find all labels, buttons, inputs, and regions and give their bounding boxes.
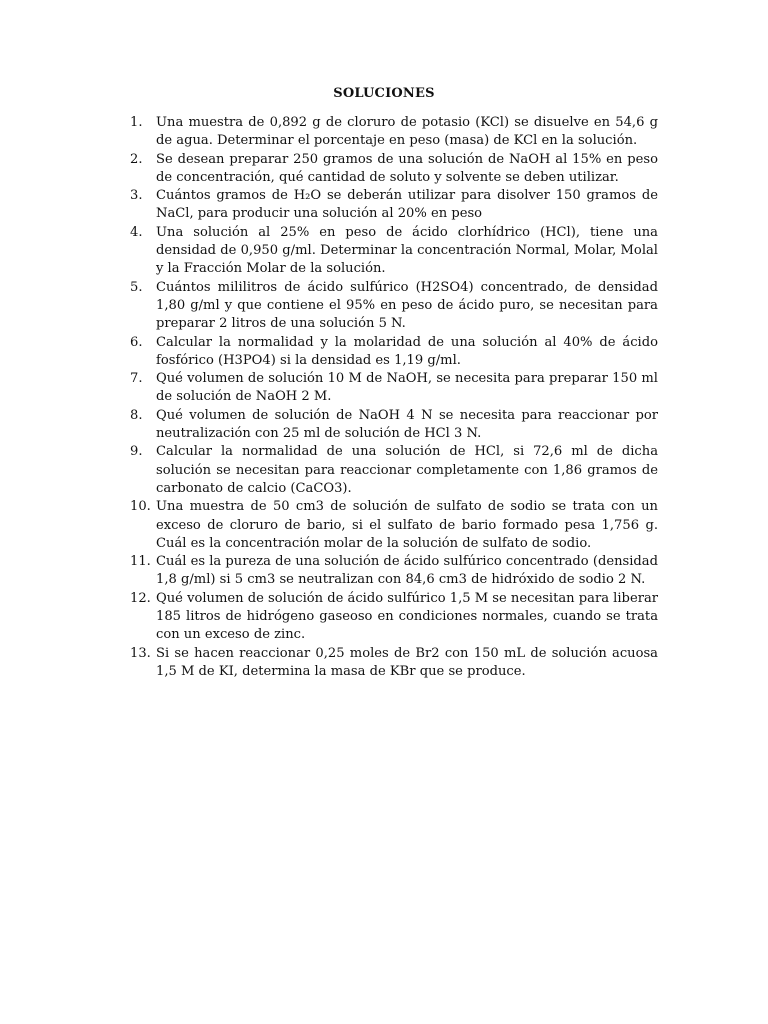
list-item	[130, 407, 658, 444]
item-number: 7.	[130, 371, 143, 387]
item-text: Calcular la normalidad de una solución de HCl, si 72,6 ml de dicha solución se necesitan para reaccionar completamente con 1,86 gramos de carbonato de calcio (CaCO3).	[156, 444, 658, 496]
item-text: Qué volumen de solución 10 M de NaOH, se necesita para preparar 150 ml de solución de NaOH 2 M.	[156, 371, 658, 405]
list-item	[130, 151, 658, 188]
list-item	[130, 187, 658, 224]
list-item	[130, 443, 658, 498]
item-text: Qué volumen de solución de NaOH 4 N se necesita para reaccionar por neutralización con 25 ml de solución de HCl 3 N.	[156, 407, 658, 442]
item-text: Qué volumen de solución de ácido sulfúrico 1,5 M se necesitan para liberar 185 litros de hidrógeno gaseoso en condiciones normales, cuando se trata con un exceso de zinc.	[156, 590, 659, 643]
list-item	[130, 553, 658, 590]
item-number: 6.	[130, 334, 143, 350]
item-number: 9.	[130, 444, 143, 460]
item-number: 4.	[130, 224, 143, 240]
list-item	[130, 590, 658, 645]
item-text: Cuántos gramos de H₂O se deberán utilizar para disolver 150 gramos de NaCl, para producir una solución al 20% en peso	[156, 188, 658, 222]
item-number: 13.	[130, 645, 151, 661]
item-text: Calcular la normalidad y la molaridad de una solución al 40% de ácido fosfórico (H3PO4) si la densidad es 1,19 g/ml.	[156, 334, 658, 368]
page-title: SOLUCIONES	[333, 86, 435, 101]
item-number: 8.	[130, 407, 143, 423]
item-text: Cuál es la pureza de una solución de ácido sulfúrico concentrado (densidad 1,8 g/ml) si 5 cm3 se neutralizan con 84,6 cm3 de hidróxido de sodio 2 N.	[156, 554, 658, 588]
list-item	[130, 334, 658, 371]
item-number: 11.	[130, 554, 151, 570]
problem-list	[130, 114, 658, 681]
list-item	[130, 645, 658, 682]
item-number: 2.	[130, 151, 143, 167]
item-text: Se desean preparar 250 gramos de una solución de NaOH al 15% en peso de concentración, qué cantidad de soluto y solvente se deben utilizar.	[156, 151, 658, 185]
list-item	[130, 279, 658, 334]
item-number: 12.	[130, 590, 151, 606]
item-text: Si se hacen reaccionar 0,25 moles de Br2 con 150 mL de solución acuosa 1,5 M de KI, determina la masa de KBr que se produce.	[156, 645, 658, 679]
item-text: Cuántos mililitros de ácido sulfúrico (H2SO4) concentrado, de densidad 1,80 g/ml y que contiene el 95% en peso de ácido puro, se necesitan para preparar 2 litros de una solución 5 N.	[156, 279, 658, 332]
item-number: 10.	[130, 499, 151, 515]
item-text: Una muestra de 50 cm3 de solución de sulfato de sodio se trata con un exceso de cloruro de bario, si el sulfato de bario formado pesa 1,756 g. Cuál es la concentración molar de la solución de sulfato de sodio.	[156, 499, 658, 551]
item-number: 3.	[130, 188, 143, 204]
item-text: Una solución al 25% en peso de ácido clorhídrico (HCl), tiene una densidad de 0,950 g/ml. Determinar la concentración Normal, Molar, Molal y la Fracción Molar de la solución.	[156, 224, 658, 277]
list-item	[130, 224, 658, 279]
list-item	[130, 498, 658, 553]
item-text: Una muestra de 0,892 g de cloruro de potasio (KCl) se disuelve en 54,6 g de agua. Determinar el porcentaje en peso (masa) de KCl en la solución.	[156, 115, 658, 149]
list-item	[130, 370, 658, 407]
item-number: 1.	[130, 115, 143, 130]
list-item	[130, 114, 658, 151]
item-number: 5.	[130, 279, 143, 295]
